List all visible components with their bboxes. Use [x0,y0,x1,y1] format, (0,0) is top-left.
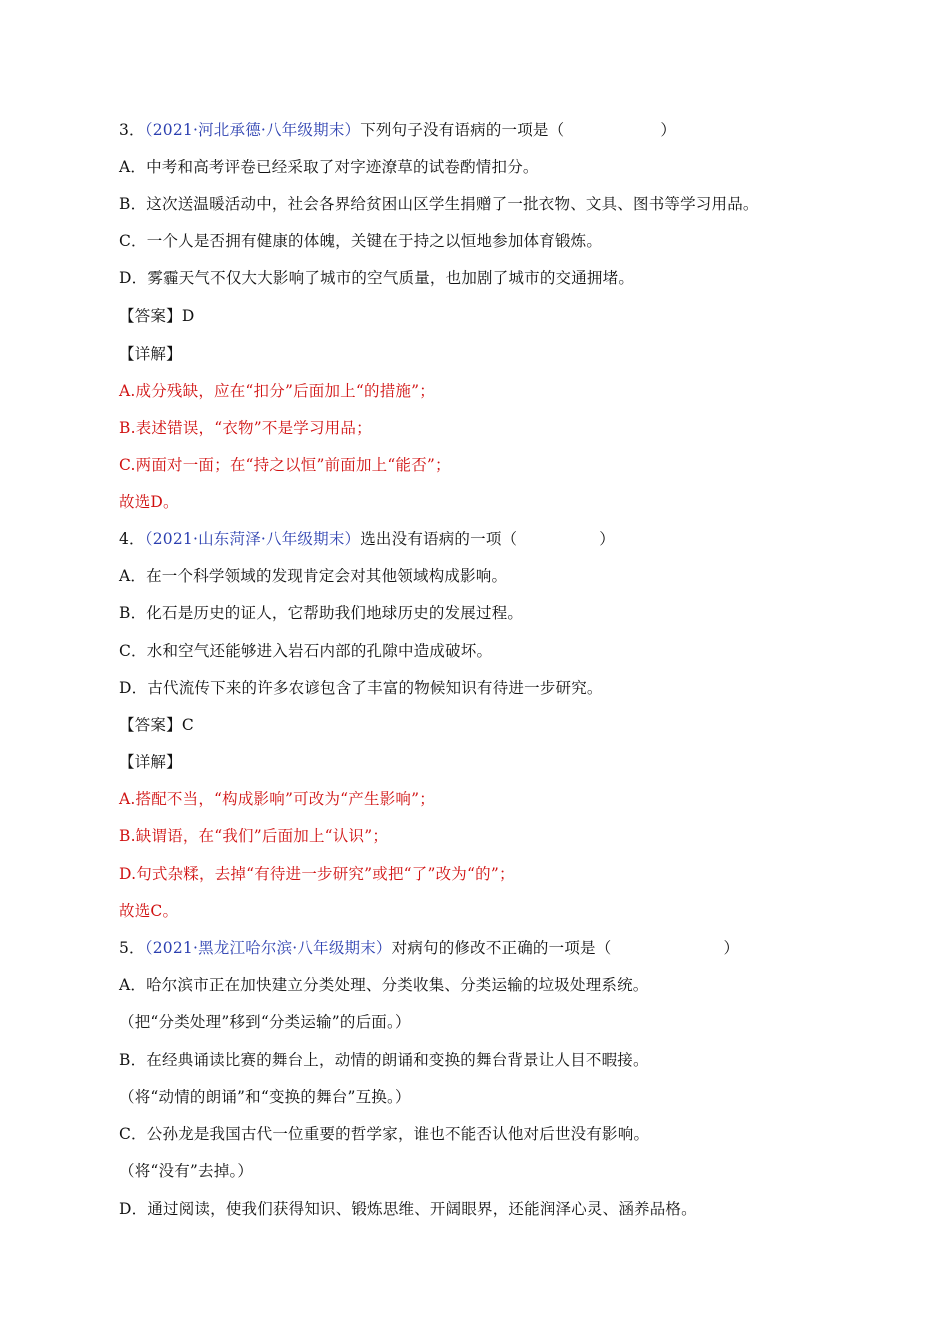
option-b: B．化石是历史的证人，它帮助我们地球历史的发展过程。 [119,604,524,622]
question-stem: 下列句子没有语病的一项是（ [360,121,565,139]
option-d: D．雾霾天气不仅大大影响了城市的空气质量，也加剧了城市的交通拥堵。 [119,269,635,287]
question-close-paren: ） [723,939,740,957]
question-number: 3． [119,121,145,139]
detail-line: C.两面对一面；在“持之以恒”前面加上“能否”； [119,456,451,474]
option-a: A．中考和高考评卷已经采取了对字迹潦草的试卷酌情扣分。 [119,158,539,176]
option-c: C．公孙龙是我国古代一位重要的哲学家，谁也不能否认他对后世没有影响。 [119,1125,650,1143]
detail-line: A.成分残缺，应在“扣分”后面加上“的措施”； [119,382,435,400]
question-number: 5． [119,939,145,957]
option-a-fix: （把“分类处理”移到“分类运输”的后面。） [119,1013,411,1031]
question-source: （2021·河北承德·八年级期末） [144,121,361,139]
question-3-header [119,120,676,140]
question-stem: 选出没有语病的一项（ [360,530,518,548]
option-c-fix: （将“没有”去掉。） [119,1162,254,1180]
answer-label: 【答案】 [119,716,182,734]
option-d: D．通过阅读，使我们获得知识、锻炼思维、开阔眼界，还能润泽心灵、涵养品格。 [119,1200,697,1218]
answer-value: D [181,307,195,325]
option-a: A．哈尔滨市正在加快建立分类处理、分类收集、分类运输的垃圾处理系统。 [119,976,649,994]
detail-line: A.搭配不当，“构成影响”可改为“产生影响”； [119,790,435,808]
question-stem: 对病句的修改不正确的一项是（ [391,939,612,957]
option-b: B．这次送温暖活动中，社会各界给贫困山区学生捐赠了一批衣物、文具、图书等学习用品。 [119,195,759,213]
conclusion: 故选C。 [119,902,179,920]
question-source: （2021·黑龙江哈尔滨·八年级期末） [144,939,392,957]
question-number: 4． [119,530,145,548]
option-c: C．水和空气还能够进入岩石内部的孔隙中造成破坏。 [119,642,493,660]
answer-value: C [181,716,194,734]
question-4-header [119,529,615,549]
question-5-header [119,938,739,958]
detail-line: B.表述错误，“衣物”不是学习用品； [119,419,372,437]
detail-line: B.缺谓语，在“我们”后面加上“认识”； [119,827,389,845]
detail-label: 【详解】 [119,753,182,771]
question-close-paren: ） [660,121,677,139]
option-b-fix: （将“动情的朗诵”和“变换的舞台”互换。） [119,1088,411,1106]
option-a: A．在一个科学领域的发现肯定会对其他领域构成影响。 [119,567,508,585]
option-d: D．古代流传下来的许多农谚包含了丰富的物候知识有待进一步研究。 [119,679,603,697]
detail-label: 【详解】 [119,345,182,363]
option-c: C．一个人是否拥有健康的体魄，关键在于持之以恒地参加体育锻炼。 [119,232,603,250]
answer-line [119,715,194,735]
answer-line [119,306,194,326]
detail-line: D.句式杂糅，去掉“有待进一步研究”或把“了”改为“的”； [119,865,515,883]
question-close-paren: ） [599,530,615,548]
option-b: B．在经典诵读比赛的舞台上，动情的朗诵和变换的舞台背景让人目不暇接。 [119,1051,649,1069]
conclusion: 故选D。 [119,493,179,511]
question-source: （2021·山东菏泽·八年级期末） [144,530,361,548]
answer-label: 【答案】 [119,307,182,325]
